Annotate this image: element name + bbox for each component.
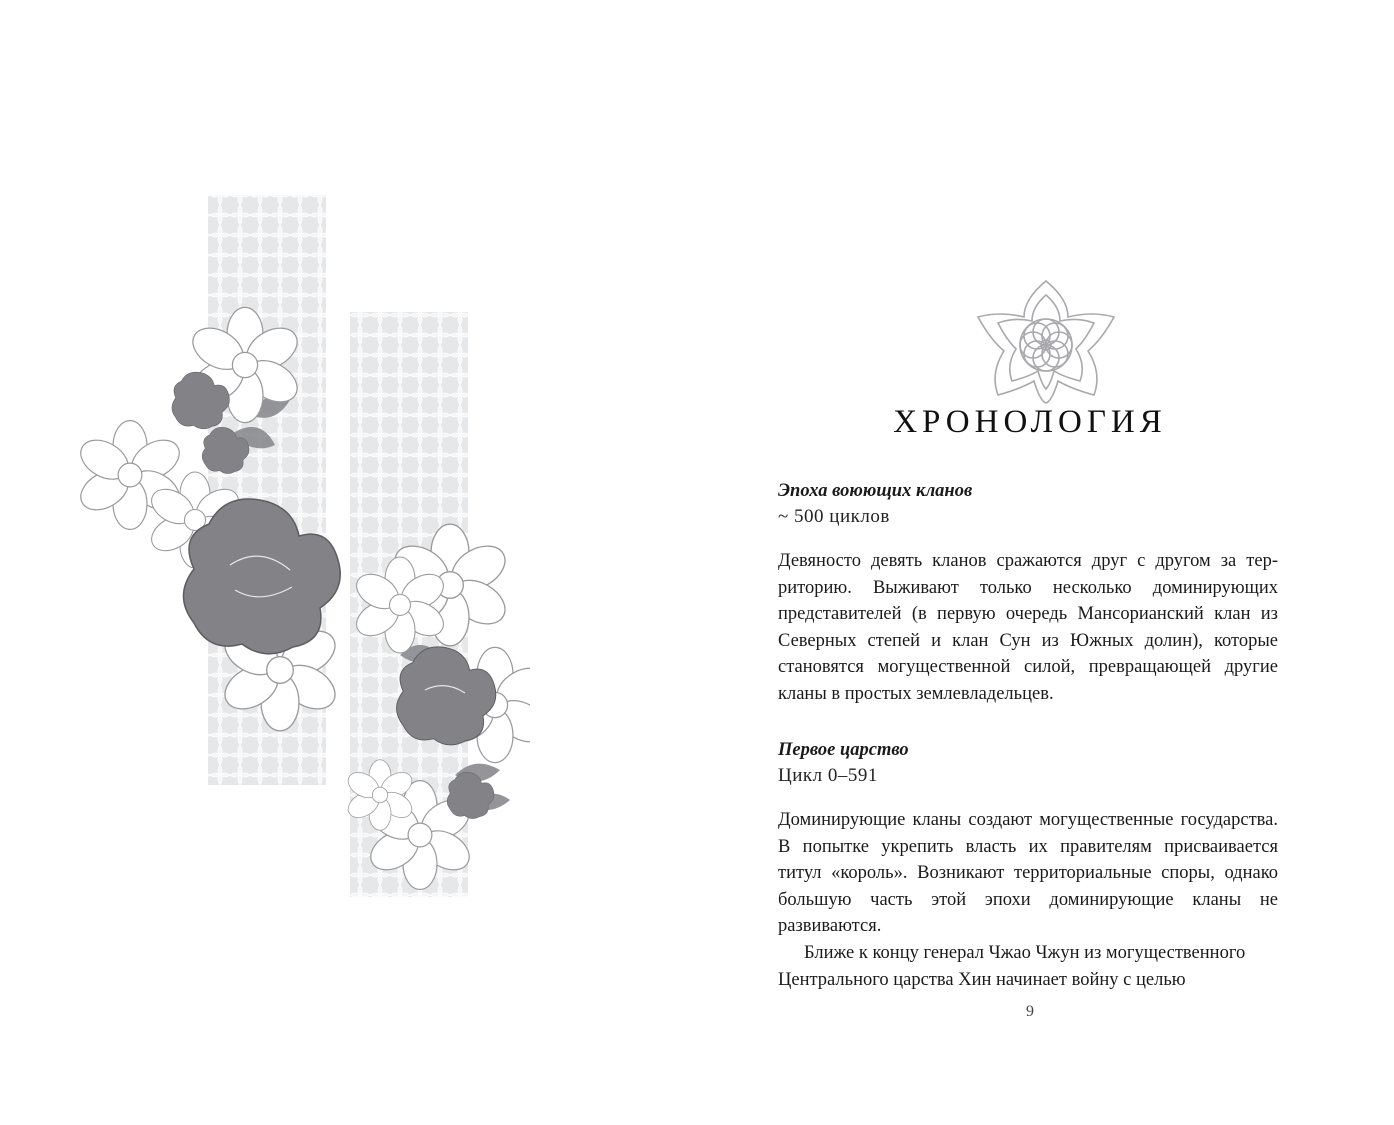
lotus-mandala-icon <box>976 277 1116 405</box>
paragraph: Ближе к концу генерал Чжао Чжун из могущественного Центрального царства Хин начинает войну с целью <box>778 942 1246 990</box>
page-number: 9 <box>1026 1003 1034 1020</box>
floral-illustration <box>70 185 530 905</box>
era-title: Эпоха воюющих кланов <box>778 481 973 501</box>
peony-panels-art <box>70 185 530 905</box>
era-title: Первое царство <box>778 740 909 760</box>
paragraph: Доминирующие кланы создают могущественные государства. В попытке укрепить власть их правителям присваивается титул «король». Возникают территориальные споры, однако большую часть этой эпохи доминирующие кланы не развиваются. <box>778 810 1278 937</box>
paragraph: Девяносто девять кланов сражаются друг с другом за территорию. Выживают только несколько доминирующих представителей (в первую очередь Мансорианский клан из Северных степей и клан Сун из Южных долин), которые становятся могущественной силой, превращающей другие кланы в простых землевладельцев. <box>778 551 1278 704</box>
era-range: Цикл 0–591 <box>778 765 878 786</box>
section-first-kingdom <box>778 737 1278 993</box>
era-range: ~ 500 циклов <box>778 506 890 527</box>
chapter-title: ХРОНОЛОГИЯ <box>893 404 1167 440</box>
section-warring-clans <box>778 478 1278 708</box>
